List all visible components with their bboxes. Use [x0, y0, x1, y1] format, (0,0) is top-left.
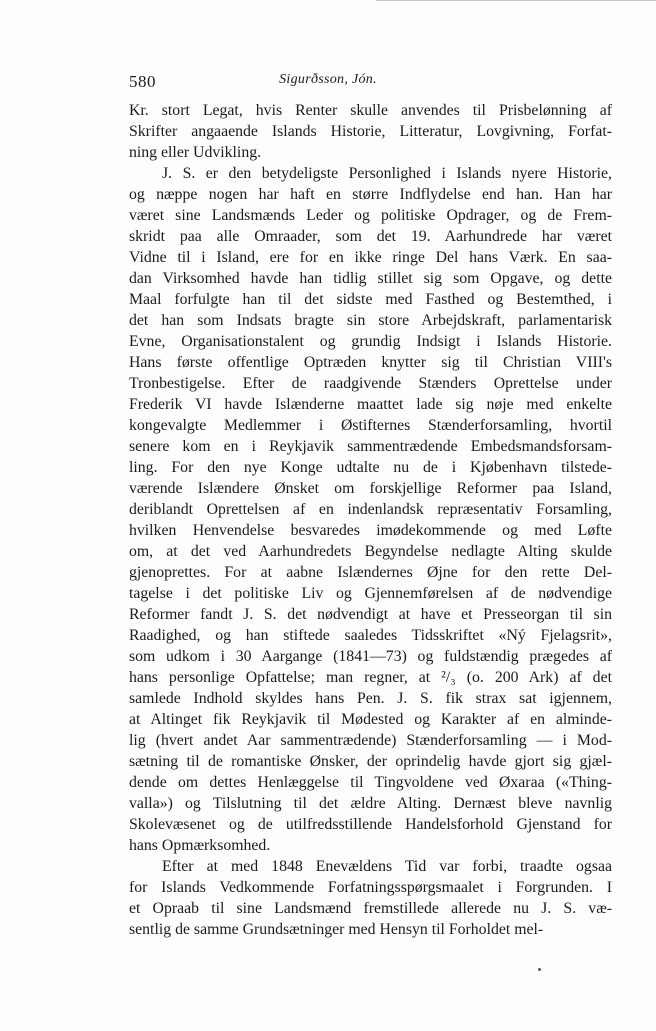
- text-line: Maal forfulgte han til det sidste med Fasthed og Bestemthed, i: [129, 291, 612, 308]
- text-line: samlede Indhold skyldes hans Pen. J. S. fik strax sat igjennem,: [129, 690, 612, 707]
- text-line: hans personlige Opfattelse; man regner, at ²/₃ (o. 200 Ark) af det: [129, 669, 612, 686]
- text-line: hvilken Henvendelse besvaredes imødekommende og med Løfte: [129, 522, 612, 539]
- text-line: Vidne til i Island, ere for en ikke ringe Del hans Værk. En saa-: [129, 249, 612, 266]
- text-line: værende Islændere Ønsket om forskjellige Reformer paa Island,: [129, 480, 612, 497]
- text-line: Skolevæsenet og de utilfredsstillende Handelsforhold Gjenstand for: [129, 816, 612, 833]
- text-line: Raadighed, og han stiftede saaledes Tidsskriftet «Ný Fjelagsrit»,: [129, 627, 612, 644]
- text-line: Hans første offentlige Optræden knytter sig til Christian VIII's: [129, 354, 612, 371]
- text-line: senere kom en i Reykjavik sammentrædende Embedsmandsforsam-: [129, 438, 612, 455]
- text-line: for Islands Vedkommende Forfatningsspørgsmaalet i Forgrunden. I: [129, 879, 612, 896]
- text-line: været sine Landsmænds Leder og politiske Opdrager, og de Frem-: [129, 207, 612, 224]
- text-line: Evne, Organisationstalent og grundig Indsigt i Islands Historie.: [129, 333, 612, 350]
- stray-ink-mark: [538, 968, 541, 971]
- text-line: deriblandt Oprettelsen af en indenlandsk repræsentativ Forsamling,: [129, 501, 612, 518]
- text-line: sentlig de samme Grundsætninger med Hensyn til Forholdet mel-: [129, 921, 544, 938]
- text-line: dan Virksomhed havde han tidlig stillet sig som Opgave, og dette: [129, 270, 612, 287]
- text-line: Reformer fandt J. S. det nødvendigt at have et Presseorgan til sin: [129, 606, 612, 623]
- text-line: tagelse i det politiske Liv og Gjennemførelsen af de nødvendige: [129, 585, 612, 602]
- text-line: som udkom i 30 Aargange (1841—73) og fuldstændig prægedes af: [129, 648, 612, 665]
- text-line: ling. For den nye Konge udtalte nu de i Kjøbenhavn tilstede-: [129, 459, 612, 476]
- text-line: Frederik VI havde Islænderne maattet lade sig nøje med enkelte: [129, 396, 612, 413]
- top-edge-rule: [376, 0, 656, 4]
- text-line: sætning til de romantiske Ønsker, der oprindelig havde gjort sig gjæl-: [129, 753, 612, 770]
- text-line: gjenoprettes. For at aabne Islændernes Øjne for den rette Del-: [129, 564, 612, 581]
- text-line: Efter at med 1848 Enevældens Tid var forbi, traadte ogsaa: [162, 858, 612, 875]
- text-line: Skrifter angaaende Islands Historie, Litteratur, Lovgivning, Forfat-: [129, 123, 612, 140]
- running-title: Sigurðsson, Jón.: [279, 72, 377, 87]
- text-line: hans Opmærksomhed.: [129, 837, 271, 854]
- text-line: om, at det ved Aarhundredets Begyndelse nedlagte Alting skulde: [129, 543, 612, 560]
- text-line: ning eller Udvikling.: [129, 144, 262, 161]
- text-line: dende om dettes Henlæggelse til Tingvoldene ved Øxaraa («Thing-: [129, 774, 612, 791]
- paragraph: [129, 100, 612, 163]
- text-line: Kr. stort Legat, hvis Renter skulle anvendes til Prisbelønning af: [129, 102, 612, 119]
- text-line: et Opraab til sine Landsmænd fremstillede allerede nu J. S. væ-: [129, 900, 612, 917]
- text-line: valla») og Tilslutning til det ældre Alting. Dernæst bleve navnlig: [129, 795, 612, 812]
- text-line: det han som Indsats bragte sin store Arbejdskraft, parlamentarisk: [129, 312, 612, 329]
- text-line: kongevalgte Medlemmer i Østifternes Stænderforsamling, hvortil: [129, 417, 612, 434]
- text-line: skridt paa alle Omraader, som det 19. Aarhundrede har været: [129, 228, 612, 245]
- page-number: 580: [129, 72, 156, 91]
- paragraph: [129, 163, 612, 856]
- text-line: at Altinget fik Reykjavik til Mødested og Karakter af en alminde-: [129, 711, 612, 728]
- text-line: Tronbestigelse. Efter de raadgivende Stænders Oprettelse under: [129, 375, 612, 392]
- text-line: J. S. er den betydeligste Personlighed i Islands nyere Historie,: [162, 165, 612, 182]
- text-line: lig (hvert andet Aar sammentrædende) Stænderforsamling — i Mod-: [129, 732, 612, 749]
- paragraph: [129, 856, 612, 940]
- body-text: [129, 100, 612, 940]
- text-line: og næppe nogen har haft en større Indflydelse end han. Han har: [129, 186, 612, 203]
